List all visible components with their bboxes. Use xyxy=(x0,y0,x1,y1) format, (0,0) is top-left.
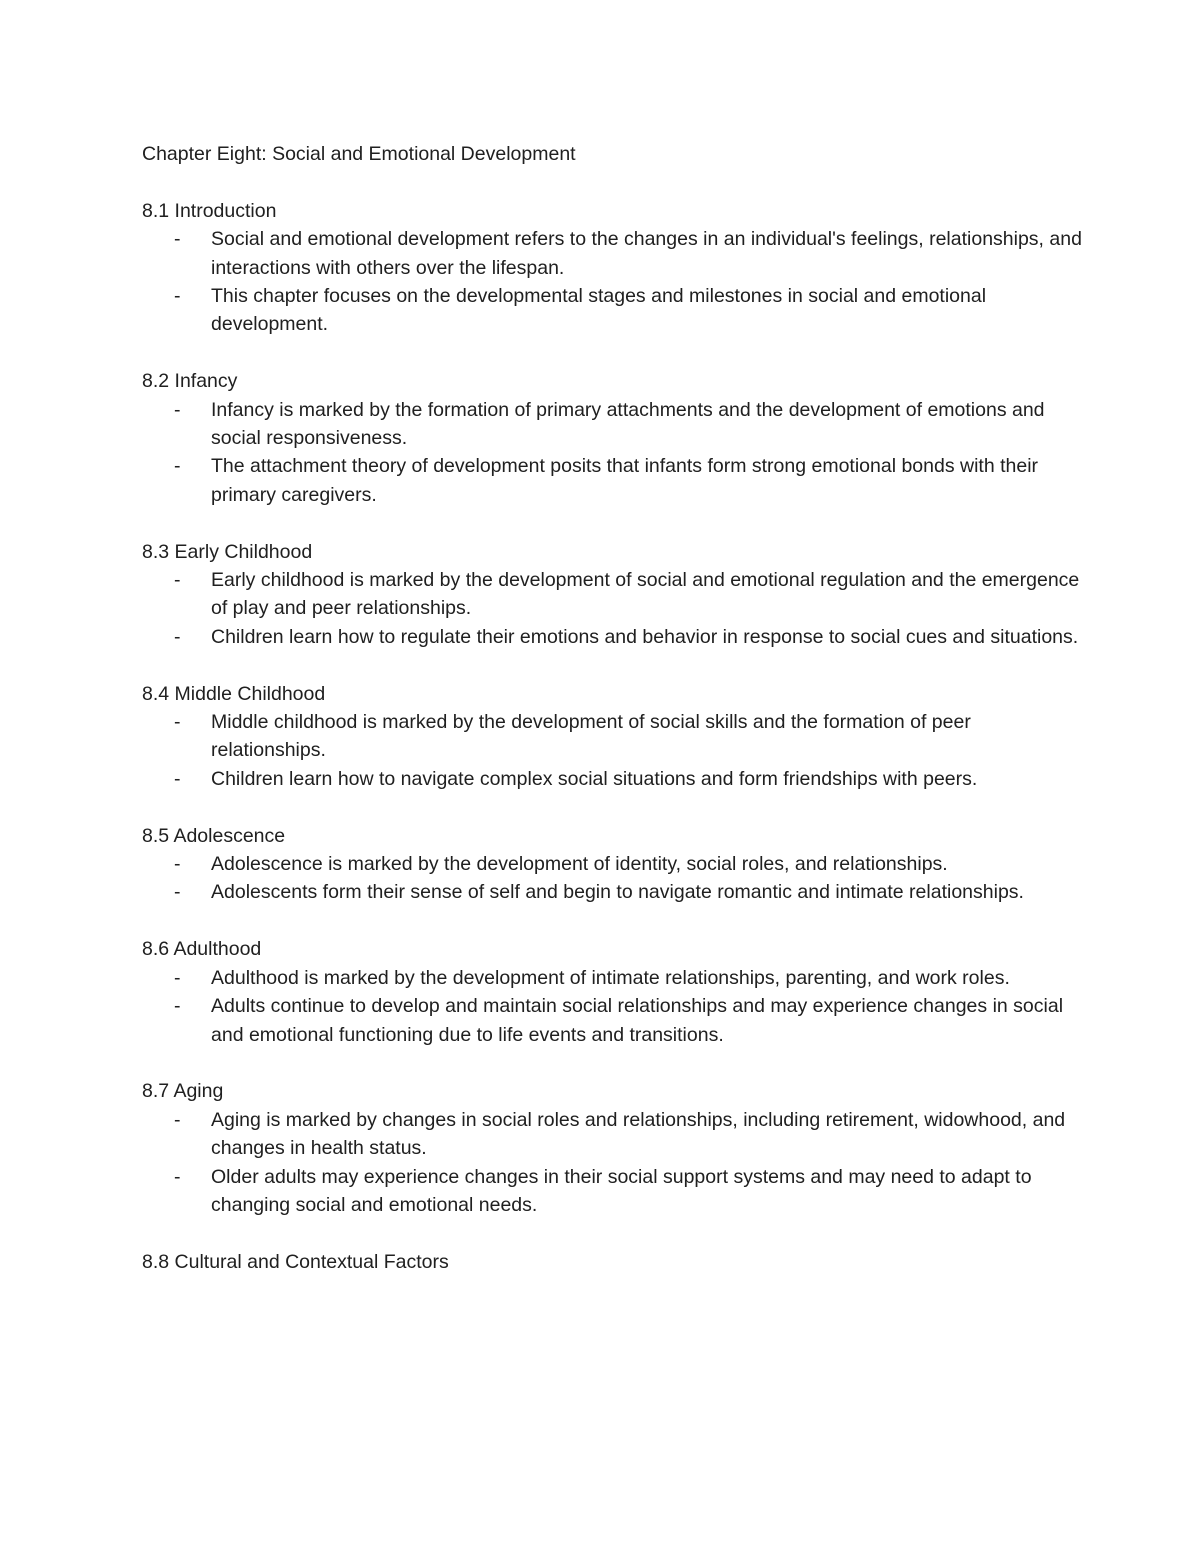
dash-marker: - xyxy=(174,767,181,790)
bullet-text: Middle childhood is marked by the development of social skills and the formation of peer relationships. xyxy=(211,711,971,762)
bullet-list xyxy=(142,396,1082,510)
section-middle-childhood xyxy=(142,680,1082,794)
list-item xyxy=(142,765,1082,793)
dash-marker: - xyxy=(174,398,181,421)
section-heading: 8.6 Adulthood xyxy=(142,938,262,961)
section-heading: 8.7 Aging xyxy=(142,1080,224,1103)
section-heading: 8.2 Infancy xyxy=(142,370,238,393)
section-heading: 8.4 Middle Childhood xyxy=(142,682,326,705)
list-item xyxy=(142,623,1082,651)
section-infancy xyxy=(142,367,1082,509)
list-item xyxy=(142,396,1082,453)
document-title: Chapter Eight: Social and Emotional Development xyxy=(142,143,576,165)
bullet-list xyxy=(142,850,1082,907)
list-item xyxy=(142,992,1082,1049)
dash-marker: - xyxy=(174,455,181,478)
bullet-text: Infancy is marked by the formation of primary attachments and the development of emotions and social responsiveness. xyxy=(211,398,1045,450)
bullet-text: Aging is marked by changes in social roles and relationships, including retirement, widowhood, and changes in health status. xyxy=(211,1108,1066,1160)
section-aging xyxy=(142,1077,1082,1219)
dash-marker: - xyxy=(174,228,181,251)
bullet-text: Children learn how to regulate their emotions and behavior in response to social cues and situations. xyxy=(211,625,1079,648)
bullet-text: Adulthood is marked by the development of intimate relationships, parenting, and work roles. xyxy=(211,966,1010,989)
bullet-list xyxy=(142,566,1082,651)
dash-marker: - xyxy=(174,569,181,592)
list-item xyxy=(142,1163,1082,1220)
section-introduction xyxy=(142,197,1082,339)
bullet-text: Social and emotional development refers to the changes in an individual's feelings, relationships, and interactions with others over the lifespan. xyxy=(211,228,1082,279)
dash-marker: - xyxy=(174,625,181,648)
list-item xyxy=(142,225,1082,282)
list-item xyxy=(142,850,1082,878)
bullet-text: Adolescents form their sense of self and begin to navigate romantic and intimate relationships. xyxy=(211,881,1024,904)
list-item xyxy=(142,1106,1082,1163)
bullet-text: Children learn how to navigate complex social situations and form friendships with peers. xyxy=(211,767,978,790)
list-item xyxy=(142,452,1082,509)
bullet-text: Adolescence is marked by the development of identity, social roles, and relationships. xyxy=(211,853,948,876)
list-item xyxy=(142,964,1082,992)
bullet-text: Adults continue to develop and maintain social relationships and may experience changes in social and emotional functioning due to life events and transitions. xyxy=(211,995,1064,1046)
bullet-list xyxy=(142,708,1082,793)
section-adulthood xyxy=(142,935,1082,1049)
list-item xyxy=(142,708,1082,765)
dash-marker: - xyxy=(174,853,181,876)
list-item xyxy=(142,566,1082,623)
section-cultural-contextual-factors xyxy=(142,1248,1082,1276)
section-heading: 8.8 Cultural and Contextual Factors xyxy=(142,1250,449,1273)
section-adolescence xyxy=(142,822,1082,907)
section-early-childhood xyxy=(142,538,1082,652)
list-item xyxy=(142,878,1082,906)
section-heading: 8.3 Early Childhood xyxy=(142,540,313,563)
bullet-text: Older adults may experience changes in their social support systems and may need to adapt to changing social and emotional needs. xyxy=(211,1165,1032,1216)
bullet-text: The attachment theory of development posits that infants form strong emotional bonds with their primary caregivers. xyxy=(211,455,1039,506)
dash-marker: - xyxy=(174,1108,181,1131)
dash-marker: - xyxy=(174,1165,181,1188)
section-heading: 8.5 Adolescence xyxy=(142,824,286,847)
dash-marker: - xyxy=(174,711,181,734)
bullet-list xyxy=(142,964,1082,1049)
bullet-list xyxy=(142,225,1082,339)
section-heading: 8.1 Introduction xyxy=(142,199,277,222)
list-item xyxy=(142,282,1082,339)
dash-marker: - xyxy=(174,285,181,308)
dash-marker: - xyxy=(174,995,181,1018)
bullet-text: This chapter focuses on the developmental stages and milestones in social and emotional development. xyxy=(211,285,987,336)
document-page xyxy=(142,140,1082,1305)
dash-marker: - xyxy=(174,881,181,904)
bullet-text: Early childhood is marked by the development of social and emotional regulation and the emergence of play and peer relationships. xyxy=(211,569,1080,620)
dash-marker: - xyxy=(174,966,181,989)
bullet-list xyxy=(142,1106,1082,1220)
